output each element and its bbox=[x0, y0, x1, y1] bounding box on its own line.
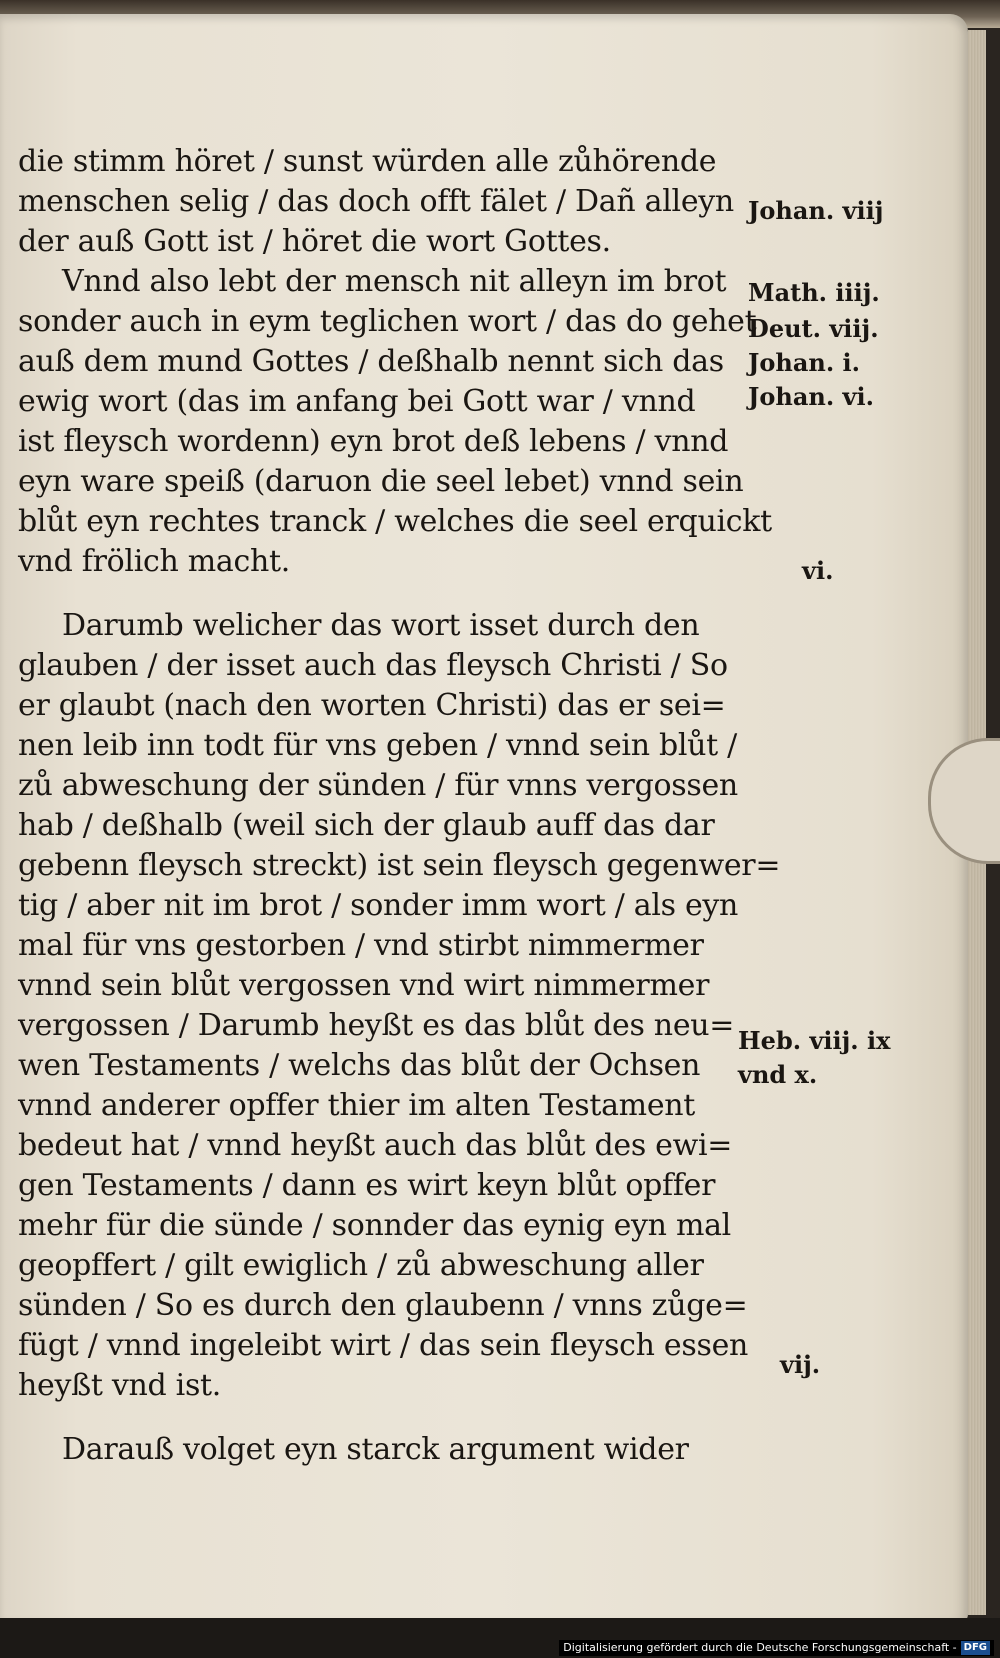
text-line: vnnd sein blůt vergossen vnd wirt nimmermer bbox=[18, 968, 710, 1003]
credit-text: Digitalisierung gefördert durch die Deutsche Forschungsgemeinschaft - bbox=[563, 1641, 957, 1654]
text-line: tig / aber nit im brot / sonder imm wort / als eyn bbox=[18, 888, 739, 923]
paragraph-gap bbox=[18, 1406, 728, 1430]
text-line: hab / deßhalb (weil sich der glaub auff das dar bbox=[18, 808, 715, 843]
margin-note: vi. bbox=[802, 556, 834, 585]
margin-note: vnd x. bbox=[738, 1060, 818, 1089]
text-line: geopffert / gilt ewiglich / zů abweschung aller bbox=[18, 1248, 704, 1283]
scanner-bottom-strip bbox=[0, 1618, 1000, 1658]
margin-note: Math. iiij. bbox=[748, 278, 880, 307]
text-line: er glaubt (nach den worten Christi) das er sei= bbox=[18, 688, 726, 723]
text-line: Darumb welicher das wort isset durch den bbox=[62, 608, 700, 643]
text-line: mal für vns gestorben / vnd stirbt nimmermer bbox=[18, 928, 704, 963]
margin-note: Johan. viij bbox=[748, 196, 884, 225]
margin-note: Heb. viij. ix bbox=[738, 1026, 891, 1055]
text-line: gebenn fleysch streckt) ist sein fleysch gegenwer= bbox=[18, 848, 781, 883]
text-line: blůt eyn rechtes tranck / welches die seel erquickt bbox=[18, 504, 772, 539]
margin-note: Johan. vi. bbox=[748, 382, 874, 411]
text-line: fügt / vnnd ingeleibt wirt / das sein fleysch essen bbox=[18, 1328, 749, 1363]
text-line: vergossen / Darumb heyßt es das blůt des neu= bbox=[18, 1008, 735, 1043]
text-line: ist fleysch wordenn) eyn brot deß lebens / vnnd bbox=[18, 424, 729, 459]
text-line: Darauß volget eyn starck argument wider bbox=[62, 1432, 689, 1467]
text-line: eyn ware speiß (daruon die seel lebet) vnnd sein bbox=[18, 464, 744, 499]
text-line: menschen selig / das doch offt fälet / Dañ alleyn bbox=[18, 184, 734, 219]
text-line: die stimm höret / sunst würden alle zůhörende bbox=[18, 144, 717, 179]
paragraph-gap bbox=[18, 582, 728, 606]
dfg-logo-icon: DFG bbox=[961, 1641, 990, 1655]
text-line: gen Testaments / dann es wirt keyn blůt opffer bbox=[18, 1168, 716, 1203]
text-line: sünden / So es durch den glaubenn / vnns zůge= bbox=[18, 1288, 748, 1323]
text-line: heyßt vnd ist. bbox=[18, 1368, 222, 1403]
text-line: zů abweschung der sünden / für vnns vergossen bbox=[18, 768, 738, 803]
text-line: vnnd anderer opffer thier im alten Testament bbox=[18, 1088, 696, 1123]
text-line: mehr für die sünde / sonnder das eynig eyn mal bbox=[18, 1208, 731, 1243]
digitization-credit bbox=[559, 1640, 994, 1656]
text-line: ewig wort (das im anfang bei Gott war / vnnd bbox=[18, 384, 696, 419]
margin-note: vij. bbox=[780, 1350, 821, 1379]
text-line: Vnnd also lebt der mensch nit alleyn im brot bbox=[62, 264, 727, 299]
text-line: wen Testaments / welchs das blůt der Ochsen bbox=[18, 1048, 701, 1083]
text-line: glauben / der isset auch das fleysch Christi / So bbox=[18, 648, 728, 683]
margin-note: Deut. viij. bbox=[748, 314, 879, 343]
text-line: sonder auch in eym teglichen wort / das do gehet bbox=[18, 304, 757, 339]
text-line: bedeut hat / vnnd heyßt auch das blůt des ewi= bbox=[18, 1128, 733, 1163]
text-line: der auß Gott ist / höret die wort Gottes. bbox=[18, 224, 611, 259]
margin-note: Johan. i. bbox=[748, 348, 860, 377]
text-line: auß dem mund Gottes / deßhalb nennt sich das bbox=[18, 344, 724, 379]
text-line: nen leib inn todt für vns geben / vnnd sein blůt / bbox=[18, 728, 737, 763]
text-line: vnd frölich macht. bbox=[18, 544, 291, 579]
